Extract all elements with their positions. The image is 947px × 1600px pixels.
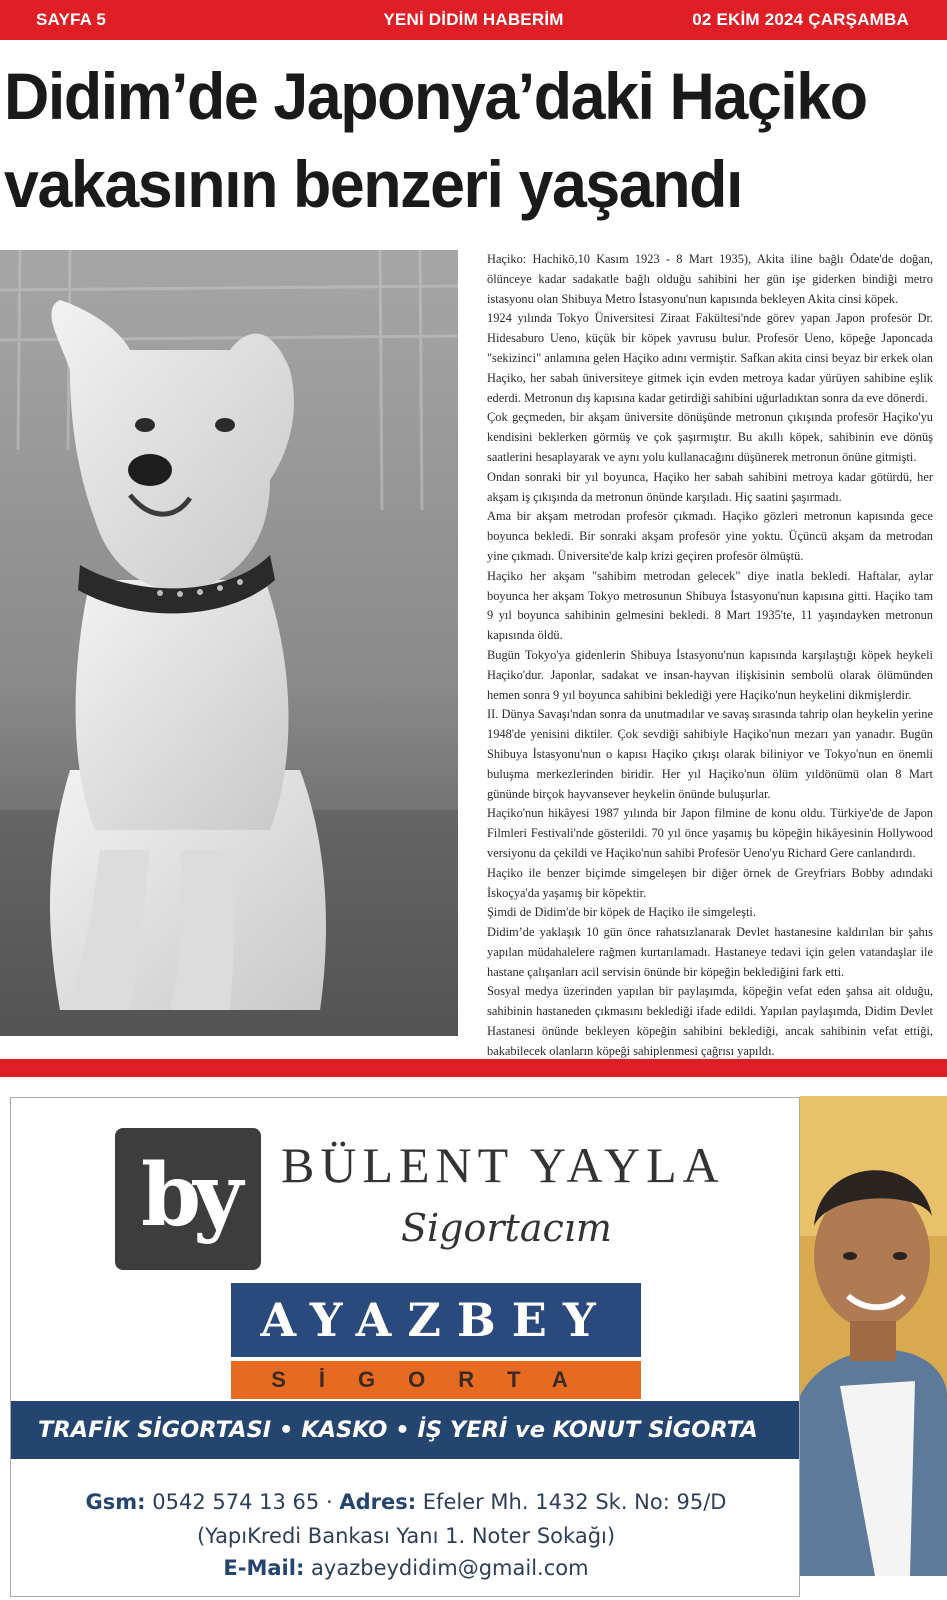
article-paragraph: Ondan sonraki bir yıl boyunca, Haçiko her sabah sahibini metroya kadar götürdü, her akşam iş çıkışında da metronun önünde karşıladı. Hiç saatini şaşırmadı.: [487, 469, 933, 504]
address-label: Adres:: [339, 1490, 417, 1514]
article-paragraph: Didim’de yaklaşık 10 gün önce rahatsızlanarak Devlet hastanesine kaldırılan bir şahıs yapılan müdahalelere rağmen kurtarılamadı. Hastaneye tedavi için gelen vatandaşlar ile hastane çalışanları acil servisin önünde bir köpeğin beklediğini fark etti.: [487, 925, 933, 979]
issue-date: 02 EKİM 2024 ÇARŞAMBA: [692, 10, 909, 29]
brand-name: BÜLENT YAYLA: [281, 1137, 725, 1193]
article-paragraph: Ama bir akşam metrodan profesör çıkmadı. Haçiko gözleri metronun kapısında gece boyunca bekledi. Bir sonraki akşam profesör yine yoktu. Üçüncü akşam da metrodan yine çıkmadı. Üniversite'de kalp krizi geçiren profesör ölmüştü.: [487, 509, 933, 563]
contact-line-phone-address: [11, 1490, 801, 1514]
gsm-number: 0542 574 13 65: [152, 1490, 320, 1514]
company-type: SİGORTA: [231, 1361, 641, 1399]
article-paragraph: II. Dünya Savaşı'ndan sonra da unutmadılar ve savaş sırasında tahrip olan heykelin yerine 1948'de yenisini diktiler. Çok sevdiği sahibiyle Haçiko'nun mezarı yan yanadır. Bugün Shibuya İstasyonu'nun o kapısı Haçiko çıkışı olarak biliniyor ve Tokyo'nun en önemli buluşma merkezlerinden biridir. Her yıl Haçiko'nun ölüm yıldönümü olan 8 Mart gününde birçok hayvansever heykelin önünde buluşurlar.: [487, 707, 933, 801]
headline-line-1: Didim’de Japonya’daki Haçiko: [4, 59, 867, 133]
email-address: ayazbeydidim@gmail.com: [311, 1556, 589, 1580]
headline-line-2: vakasının benzeri yaşandı: [4, 147, 743, 221]
services-banner: TRAFİK SİGORTASI • KASKO • İŞ YERİ ve KONUT SİGORTA: [11, 1401, 799, 1459]
article-paragraph: Haçiko ile benzer biçimde simgeleşen bir diğer örnek de Greyfriars Bobby adındaki İskoçya'da yaşamış bir köpektir.: [487, 865, 933, 900]
akita-dog-photo-icon: [0, 250, 458, 1036]
agent-portrait: [800, 1096, 947, 1576]
article-paragraph: 1924 yılında Tokyo Üniversitesi Ziraat Fakültesi'nde görev yapan Japon profesör Dr. Hidesaburo Ueno, küçük bir köpek yavrusu bulur. Profesör Ueno, köpeğe Japoncada "sekizinci" anlamına gelen Haçiko adını vermiştir. Safkan akita cinsi beyaz bir erkek olan Haçiko, her sabah üniversiteye gitmek için evden metroya kadar yürüyen sahibine eşlik ederdi. Metronun dış kapısına kadar getirdiği sahibini uğurladıktan sonra da eve dönerdi.: [487, 311, 933, 405]
email-label: E-Mail:: [223, 1556, 305, 1580]
article-paragraph: Bugün Tokyo'ya gidenlerin Shibuya İstasyonu'nun kapısında karşılaştığı köpek heykeli Haçiko'dur. Japonlar, sadakat ve insan-hayvan ilişkisinin sembolü olarak ölümünden hemen sonra 9 yıl boyunca sahibini beklediği yere Haçiko'nun heykelini dikmişlerdir.: [487, 647, 933, 702]
ayazbey-logo: [231, 1283, 641, 1417]
brand-tagline: Sigortacım: [401, 1206, 612, 1250]
article-body: [487, 250, 933, 1062]
article-paragraph: Haçiko: Hachikō,10 Kasım 1923 - 8 Mart 1935), Akita iline bağlı Ōdate'de doğan, ölünceye kadar sadakatle bağlı olduğu sahibini her gün işe giderken bindiği metro istasyonu olan Shibuya Metro İstasyonu'nun kapısında bekleyen Akita cinsi köpek.: [487, 252, 933, 306]
separator: ·: [325, 1490, 333, 1514]
contact-line-email: [11, 1556, 801, 1580]
article-paragraph: Haçiko her akşam "sahibim metrodan gelecek" diye inatla bekledi. Haftalar, aylar boyunca her akşam Tokyo metrosunun Shibuya İstasyonu'nun kapısına gitti. Haçiko tam 9 yıl boyunca sahibinin gelmesini bekledi. 8 Mart 1935'te, 11 yaşındayken metronun kapısında öldü.: [487, 568, 933, 643]
section-divider: [0, 1059, 947, 1077]
page-number: SAYFA 5: [36, 10, 107, 29]
article-paragraph: Haçiko'nun hikâyesi 1987 yılında bir Japon filmine de konu oldu. Türkiye'de de Japon Filmleri Festivali'nde gösterildi. 70 yıl önce yaşamış bu köpeğin hikâyesinin Hollywood versiyonu da çekildi ve Haçiko'nun sahibi Profesör Ueno'yu Richard Gere canlandırdı.: [487, 806, 933, 860]
hachiko-photo: [0, 250, 458, 1036]
agent-portrait-photo-icon: [800, 1096, 947, 1576]
by-logo-icon: by: [115, 1128, 261, 1270]
article-headline: [4, 52, 897, 228]
article-paragraph: Çok geçmeden, bir akşam üniversite dönüşünde metronun çıkışında profesör Haçiko'yu kendisini beklerken görmüş ve çok şaşırmıştır. Bu akıllı köpek, sahibinin eve dönüş saatlerini hesaplayarak ve aynı yolu kullanacağını düşünerek metronun önüne gitmişti.: [487, 410, 933, 464]
gsm-label: Gsm:: [85, 1490, 146, 1514]
insurance-advertisement: [10, 1097, 800, 1597]
address-note: (YapıKredi Bankası Yanı 1. Noter Sokağı): [196, 1524, 616, 1548]
address-text: Efeler Mh. 1432 Sk. No: 95/D: [422, 1490, 727, 1514]
article-paragraph: Şimdi de Didim'de bir köpek de Haçiko ile simgeleşti.: [487, 905, 756, 920]
newspaper-name: YENİ DİDİM HABERİM: [383, 10, 564, 29]
article-paragraph: Sosyal medya üzerinden yapılan bir paylaşımda, köpeğin vefat eden şahsa ait olduğu, sahibinin hastaneden çıkmasını beklediği ifade edildi. Yapılan paylaşımda, Didim Devlet Hastanesi önünde bekleyen köpeğin sahibini beklediği, ancak sahibinin vefat ettiği, bakabilecek olanların köpeği sahiplenmesi çağrısı yapıldı.: [487, 984, 933, 1058]
company-name: AYAZBEY: [231, 1283, 641, 1357]
page-header-bar: [0, 0, 947, 40]
